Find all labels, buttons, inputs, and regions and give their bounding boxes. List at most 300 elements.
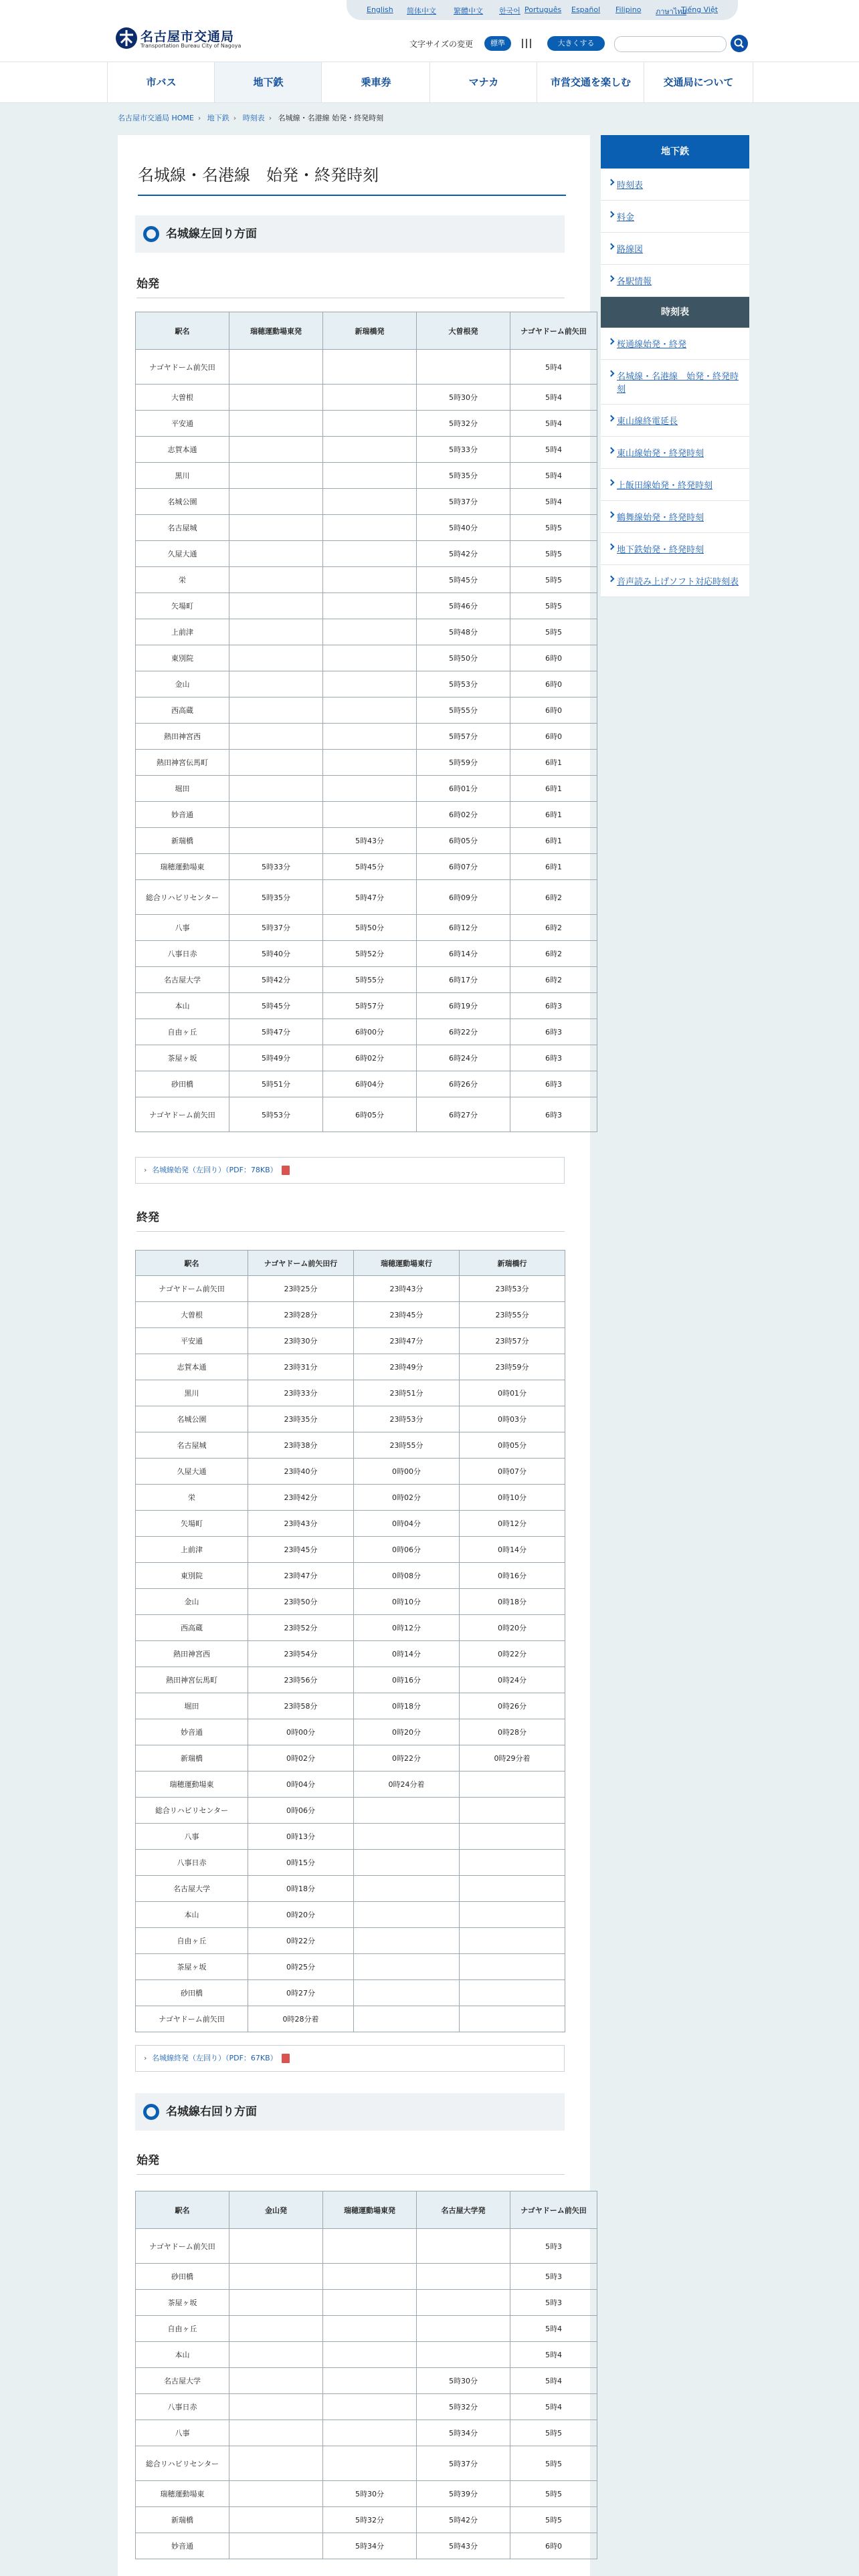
table-row <box>136 697 597 724</box>
site-logo[interactable] <box>115 25 242 55</box>
time-cell <box>229 2264 323 2290</box>
time-cell <box>323 2342 417 2368</box>
station-name-cell: 熱田神宮西 <box>136 1641 248 1667</box>
fontsize-divider-icon <box>522 39 542 48</box>
time-cell: 0時01分 <box>460 1380 565 1406</box>
time-cell <box>229 593 323 619</box>
time-cell: 23時42分 <box>248 1485 354 1511</box>
station-name-cell: 上前津 <box>136 619 229 645</box>
time-cell: 6時0 <box>510 724 597 750</box>
station-name-cell: 志賀本通 <box>136 1354 248 1380</box>
time-cell <box>229 2533 323 2559</box>
search-icon <box>731 35 748 52</box>
time-cell <box>323 2264 417 2290</box>
time-cell: 5時4 <box>510 411 597 437</box>
logo-mark-icon <box>115 27 138 49</box>
time-cell: 23時55分 <box>460 1302 565 1328</box>
sidebar-link[interactable]: 各駅情報 <box>617 277 652 287</box>
time-cell <box>229 802 323 828</box>
pdf-link-first-left[interactable]: 名城線始発（左回り）（PDF：78KB） <box>152 1166 278 1174</box>
table-header-cell: 新瑞橋行 <box>460 1251 565 1276</box>
nav-about[interactable]: 交通局について <box>644 62 753 102</box>
table-header-cell: 駅名 <box>136 1251 248 1276</box>
time-cell: 0時05分 <box>460 1432 565 1459</box>
table-row <box>136 724 597 750</box>
sidebar-link[interactable]: 音声読み上げソフト対応時刻表 <box>617 577 739 587</box>
time-cell: 0時13分 <box>248 1824 354 1850</box>
time-cell <box>323 697 417 724</box>
sidebar-link-item[interactable] <box>601 360 749 405</box>
table-row <box>136 619 597 645</box>
subheading-last-left: 終発 <box>136 1208 565 1232</box>
chevron-right-icon <box>608 415 615 422</box>
time-cell: 6時09分 <box>417 880 510 915</box>
time-cell: 6時0 <box>510 697 597 724</box>
time-cell: 5時32分 <box>323 2507 417 2533</box>
sidebar-link-item[interactable] <box>601 437 749 469</box>
lang-link[interactable]: 繁體中文 <box>454 7 483 15</box>
station-name-cell: 大曽根 <box>136 1302 248 1328</box>
time-cell: 6時02分 <box>323 1045 417 1071</box>
logo-title: 名古屋市交通局 <box>140 29 235 44</box>
chevron-right-icon <box>608 179 615 186</box>
table-header-cell: 瑞穂運動場東発 <box>323 2191 417 2229</box>
nav-manaca[interactable]: マナカ <box>430 62 537 102</box>
table-row <box>136 1980 565 2006</box>
time-cell <box>323 2394 417 2420</box>
time-cell: 0時12分 <box>460 1511 565 1537</box>
breadcrumb-current: 名城線・名港線 始発・終発時刻 <box>278 114 384 122</box>
table-row <box>136 1954 565 1980</box>
time-cell: 23時33分 <box>248 1380 354 1406</box>
sidebar-link-item[interactable] <box>601 201 749 233</box>
station-name-cell: 八事日赤 <box>136 1850 248 1876</box>
table-row <box>136 750 597 776</box>
time-cell: 23時31分 <box>248 1354 354 1380</box>
time-cell <box>323 541 417 567</box>
sidebar-link[interactable]: 桜通線始発・終発 <box>617 340 687 350</box>
time-cell <box>229 2507 323 2533</box>
table-row <box>136 1563 565 1589</box>
time-cell: 5時30分 <box>417 385 510 411</box>
time-cell: 0時18分 <box>460 1589 565 1615</box>
time-cell: 23時52分 <box>248 1615 354 1641</box>
sidebar-link-item[interactable] <box>601 405 749 437</box>
time-cell: 6時0 <box>510 645 597 671</box>
table-row <box>136 1798 565 1824</box>
lang-link[interactable]: Português <box>524 5 562 14</box>
time-cell: 0時04分 <box>248 1772 354 1798</box>
search-input[interactable] <box>614 36 727 52</box>
time-cell: 5時4 <box>510 2342 597 2368</box>
table-row <box>136 2446 597 2481</box>
table-header-cell: 瑞穂運動場東発 <box>229 312 323 350</box>
table-header-cell: 駅名 <box>136 2191 229 2229</box>
table-row <box>136 1850 565 1876</box>
chevron-right-icon: › <box>144 2054 147 2062</box>
time-cell: 5時33分 <box>229 854 323 880</box>
time-cell: 5時4 <box>510 2394 597 2420</box>
station-name-cell: 金山 <box>136 671 229 697</box>
breadcrumb-subway[interactable]: 地下鉄 <box>207 114 229 122</box>
table-row <box>136 2368 597 2394</box>
sidebar-link-item[interactable] <box>601 233 749 265</box>
time-cell: 5時48分 <box>417 619 510 645</box>
time-cell: 23時47分 <box>248 1563 354 1589</box>
table-first-left-wrap[interactable] <box>135 312 587 1146</box>
lang-link[interactable]: Español <box>571 5 601 14</box>
sidebar-link[interactable]: 東山線終電延長 <box>617 417 678 427</box>
fontsize-standard-button[interactable]: 標準 <box>484 36 511 51</box>
time-cell <box>323 350 417 385</box>
time-cell <box>323 2446 417 2481</box>
time-cell <box>323 2420 417 2446</box>
time-cell <box>460 1954 565 1980</box>
time-cell: 5時3 <box>510 2290 597 2316</box>
time-cell <box>460 1824 565 1850</box>
time-cell <box>229 619 323 645</box>
time-cell: 23時53分 <box>354 1406 460 1432</box>
time-cell: 0時15分 <box>248 1850 354 1876</box>
time-cell: 23時57分 <box>460 1328 565 1354</box>
time-cell <box>229 463 323 489</box>
table-row <box>136 1824 565 1850</box>
station-name-cell: 妙音通 <box>136 1719 248 1745</box>
table-row <box>136 385 597 411</box>
table-row <box>136 645 597 671</box>
station-name-cell: ナゴヤドーム前矢田 <box>136 1097 229 1132</box>
table-row <box>136 1276 565 1302</box>
breadcrumb-timetable[interactable]: 時刻表 <box>242 114 265 122</box>
table-row <box>136 593 597 619</box>
time-cell <box>354 1824 460 1850</box>
time-cell: 0時24分 <box>460 1667 565 1693</box>
pdf-link-last-left[interactable]: 名城線終発（左回り）（PDF：67KB） <box>152 2054 278 2062</box>
station-name-cell: 西高蔵 <box>136 1615 248 1641</box>
time-cell: 6時04分 <box>323 1071 417 1097</box>
station-name-cell: 新瑞橋 <box>136 2507 229 2533</box>
time-cell: 0時26分 <box>460 1693 565 1719</box>
sidebar-link[interactable]: 上飯田線始発・終発時刻 <box>617 481 713 491</box>
time-cell: 5時4 <box>510 2368 597 2394</box>
station-name-cell: 志賀本通 <box>136 437 229 463</box>
time-cell: 6時05分 <box>323 1097 417 1132</box>
time-cell <box>417 2342 510 2368</box>
time-cell <box>229 724 323 750</box>
nav-bus[interactable]: 市バス <box>107 62 215 102</box>
table-row <box>136 1432 565 1459</box>
station-name-cell: 八事日赤 <box>136 941 229 967</box>
time-cell <box>323 411 417 437</box>
station-name-cell: 八事 <box>136 915 229 941</box>
time-cell: 5時55分 <box>323 967 417 993</box>
station-name-cell: 本山 <box>136 2342 229 2368</box>
station-name-cell: ナゴヤドーム前矢田 <box>136 2006 248 2032</box>
lang-link[interactable]: English <box>367 5 393 14</box>
time-cell <box>323 750 417 776</box>
time-cell <box>323 671 417 697</box>
time-cell <box>229 2290 323 2316</box>
table-row <box>136 1354 565 1380</box>
lang-link[interactable]: Filipino <box>615 5 642 14</box>
time-cell: 5時4 <box>510 350 597 385</box>
time-cell: 23時45分 <box>248 1537 354 1563</box>
table-row <box>136 1745 565 1772</box>
table-row <box>136 880 597 915</box>
time-cell <box>417 2229 510 2264</box>
time-cell <box>354 1954 460 1980</box>
station-name-cell: 自由ヶ丘 <box>136 2316 229 2342</box>
table-header-cell: 大曽根発 <box>417 312 510 350</box>
nav-subway[interactable]: 地下鉄 <box>214 62 322 102</box>
sidebar-link[interactable]: 時刻表 <box>617 181 644 191</box>
time-cell: 23時47分 <box>354 1328 460 1354</box>
time-cell: 6時02分 <box>417 802 510 828</box>
station-name-cell: 瑞穂運動場東 <box>136 854 229 880</box>
lang-link[interactable]: Tiếng Việt <box>681 5 719 14</box>
time-cell <box>229 2229 323 2264</box>
time-cell <box>229 2342 323 2368</box>
station-name-cell: ナゴヤドーム前矢田 <box>136 1276 248 1302</box>
time-cell <box>229 567 323 593</box>
main-content <box>118 135 590 2576</box>
time-cell: 6時24分 <box>417 1045 510 1071</box>
table-row <box>136 967 597 993</box>
time-cell: 5時5 <box>510 619 597 645</box>
time-cell: 5時50分 <box>417 645 510 671</box>
time-cell: 23時28分 <box>248 1302 354 1328</box>
time-cell: 5時30分 <box>323 2481 417 2507</box>
time-cell: 0時16分 <box>460 1563 565 1589</box>
time-cell <box>323 724 417 750</box>
time-cell <box>323 2368 417 2394</box>
time-cell: 0時03分 <box>460 1406 565 1432</box>
time-cell: 0時20分 <box>354 1719 460 1745</box>
table-header-cell: 金山発 <box>229 2191 323 2229</box>
nav-ticket[interactable]: 乗車券 <box>321 62 430 102</box>
sidebar-link-item[interactable] <box>601 328 749 360</box>
time-cell: 0時28分着 <box>248 2006 354 2032</box>
search-button[interactable] <box>731 35 748 52</box>
table-row <box>136 1019 597 1045</box>
chevron-right-icon <box>608 243 615 250</box>
sidebar-link[interactable]: 鶴舞線始発・終発時刻 <box>617 513 704 523</box>
language-bar <box>347 0 738 20</box>
table-first-right-wrap[interactable] <box>135 2191 587 2576</box>
chevron-right-icon <box>608 338 615 345</box>
pdf-icon <box>282 2054 290 2063</box>
station-name-cell: 八事日赤 <box>136 2394 229 2420</box>
time-cell: 6時0 <box>510 671 597 697</box>
nav-enjoy[interactable]: 市営交通を楽しむ <box>537 62 644 102</box>
table-row <box>136 489 597 515</box>
time-cell: 5時57分 <box>323 993 417 1019</box>
time-cell <box>323 489 417 515</box>
sidebar-heading-timetable: 時刻表 <box>601 297 749 328</box>
station-name-cell: 東別院 <box>136 1563 248 1589</box>
time-cell: 6時3 <box>510 1097 597 1132</box>
time-cell: 6時1 <box>510 802 597 828</box>
time-cell <box>460 1902 565 1928</box>
table-row <box>136 1876 565 1902</box>
table-row <box>136 1097 597 1132</box>
time-cell <box>229 437 323 463</box>
table-row <box>136 515 597 541</box>
station-name-cell: 栄 <box>136 567 229 593</box>
chevron-right-icon <box>608 276 615 282</box>
time-cell <box>323 645 417 671</box>
timetable-last-left <box>135 1250 565 2032</box>
station-name-cell: 本山 <box>136 1902 248 1928</box>
lang-link[interactable]: ภาษาไทย <box>656 7 687 16</box>
time-cell: 5時34分 <box>417 2420 510 2446</box>
time-cell: 0時22分 <box>248 1928 354 1954</box>
time-cell: 6時1 <box>510 776 597 802</box>
table-row <box>136 1406 565 1432</box>
time-cell: 0時12分 <box>354 1615 460 1641</box>
lang-link[interactable]: 简体中文 <box>407 7 436 15</box>
time-cell: 5時5 <box>510 567 597 593</box>
time-cell <box>460 2006 565 2032</box>
time-cell: 0時06分 <box>248 1798 354 1824</box>
station-name-cell: 総合リハビリセンター <box>136 1798 248 1824</box>
sidebar-link-item[interactable] <box>601 469 749 501</box>
time-cell <box>229 2481 323 2507</box>
station-name-cell: ナゴヤドーム前矢田 <box>136 2229 229 2264</box>
sidebar-link-item[interactable] <box>601 265 749 297</box>
sidebar-link[interactable]: 東山線始発・終発時刻 <box>617 449 704 459</box>
sidebar-link-item[interactable] <box>601 533 749 565</box>
table-row <box>136 1380 565 1406</box>
table-row <box>136 941 597 967</box>
station-name-cell: 砂田橋 <box>136 1071 229 1097</box>
sidebar-link[interactable]: 路線図 <box>617 245 644 255</box>
time-cell <box>460 1772 565 1798</box>
station-name-cell: 自由ヶ丘 <box>136 1019 229 1045</box>
table-row <box>136 915 597 941</box>
station-name-cell: 妙音通 <box>136 802 229 828</box>
sidebar-link-item[interactable] <box>601 501 749 533</box>
time-cell: 0時14分 <box>460 1537 565 1563</box>
time-cell <box>229 385 323 411</box>
time-cell: 23時35分 <box>248 1406 354 1432</box>
pdf-link-box <box>135 2045 565 2072</box>
page-title: 名城線・名港線 始発・終発時刻 <box>138 162 566 196</box>
time-cell: 6時0 <box>510 2533 597 2559</box>
time-cell: 6時01分 <box>417 776 510 802</box>
table-header-cell: ナゴヤドーム前矢田 <box>510 2191 597 2229</box>
station-name-cell: 八事 <box>136 1824 248 1850</box>
time-cell: 6時22分 <box>417 1019 510 1045</box>
time-cell: 5時50分 <box>323 915 417 941</box>
time-cell: 5時53分 <box>417 671 510 697</box>
time-cell: 5時4 <box>510 437 597 463</box>
table-row <box>136 2264 597 2290</box>
time-cell <box>229 2316 323 2342</box>
time-cell: 23時30分 <box>248 1328 354 1354</box>
global-nav <box>0 62 859 103</box>
time-cell <box>460 1850 565 1876</box>
table-row <box>136 350 597 385</box>
time-cell: 5時5 <box>510 541 597 567</box>
time-cell: 6時3 <box>510 1071 597 1097</box>
time-cell: 6時27分 <box>417 1097 510 1132</box>
station-name-cell: 東別院 <box>136 645 229 671</box>
time-cell <box>354 1902 460 1928</box>
time-cell <box>323 593 417 619</box>
time-cell: 5時45分 <box>229 993 323 1019</box>
sidebar-link-item[interactable] <box>601 565 749 597</box>
table-row <box>136 854 597 880</box>
chevron-right-icon <box>608 211 615 218</box>
time-cell: 5時30分 <box>417 2368 510 2394</box>
time-cell: 0時00分 <box>354 1459 460 1485</box>
time-cell: 5時47分 <box>229 1019 323 1045</box>
time-cell: 5時35分 <box>417 463 510 489</box>
time-cell <box>229 411 323 437</box>
breadcrumb-sep: › <box>268 114 272 122</box>
time-cell: 5時51分 <box>229 1071 323 1097</box>
station-name-cell: 新瑞橋 <box>136 1745 248 1772</box>
time-cell: 5時4 <box>510 2316 597 2342</box>
table-row <box>136 1928 565 1954</box>
time-cell: 5時33分 <box>417 437 510 463</box>
table-row <box>136 1902 565 1928</box>
time-cell: 0時00分 <box>248 1719 354 1745</box>
time-cell: 23時58分 <box>248 1693 354 1719</box>
time-cell: 5時49分 <box>229 1045 323 1071</box>
lang-link[interactable]: 한국어 <box>499 7 520 15</box>
time-cell: 0時10分 <box>460 1485 565 1511</box>
sidebar-link[interactable]: 地下鉄始発・終発時刻 <box>617 545 704 555</box>
time-cell <box>323 437 417 463</box>
table-row <box>136 2229 597 2264</box>
time-cell <box>323 463 417 489</box>
time-cell <box>323 2290 417 2316</box>
table-row <box>136 1045 597 1071</box>
station-name-cell: 名古屋大学 <box>136 1876 248 1902</box>
table-row <box>136 2507 597 2533</box>
table-row <box>136 437 597 463</box>
time-cell: 6時2 <box>510 967 597 993</box>
timetable-first-right <box>135 2191 597 2559</box>
sidebar-link[interactable]: 料金 <box>617 213 635 223</box>
time-cell: 5時3 <box>510 2229 597 2264</box>
time-cell: 0時20分 <box>248 1902 354 1928</box>
time-cell <box>354 1980 460 2006</box>
time-cell: 23時53分 <box>460 1276 565 1302</box>
time-cell <box>229 2420 323 2446</box>
fontsize-large-button[interactable]: 大きくする <box>547 36 605 51</box>
time-cell: 5時40分 <box>417 515 510 541</box>
table-row <box>136 1459 565 1485</box>
time-cell: 0時27分 <box>248 1980 354 2006</box>
station-name-cell: 西高蔵 <box>136 697 229 724</box>
time-cell: 6時1 <box>510 750 597 776</box>
sidebar-link[interactable]: 名城線・名港線 始発・終発時刻 <box>617 372 739 395</box>
sidebar-link-item[interactable] <box>601 169 749 201</box>
time-cell: 6時19分 <box>417 993 510 1019</box>
time-cell: 23時40分 <box>248 1459 354 1485</box>
table-row <box>136 2290 597 2316</box>
time-cell: 0時22分 <box>354 1745 460 1772</box>
breadcrumb-home[interactable]: 名古屋市交通局 HOME <box>118 114 194 122</box>
station-name-cell: 栄 <box>136 1485 248 1511</box>
chevron-right-icon <box>608 447 615 454</box>
time-cell <box>229 750 323 776</box>
station-name-cell: 久屋大通 <box>136 541 229 567</box>
time-cell <box>460 1876 565 1902</box>
